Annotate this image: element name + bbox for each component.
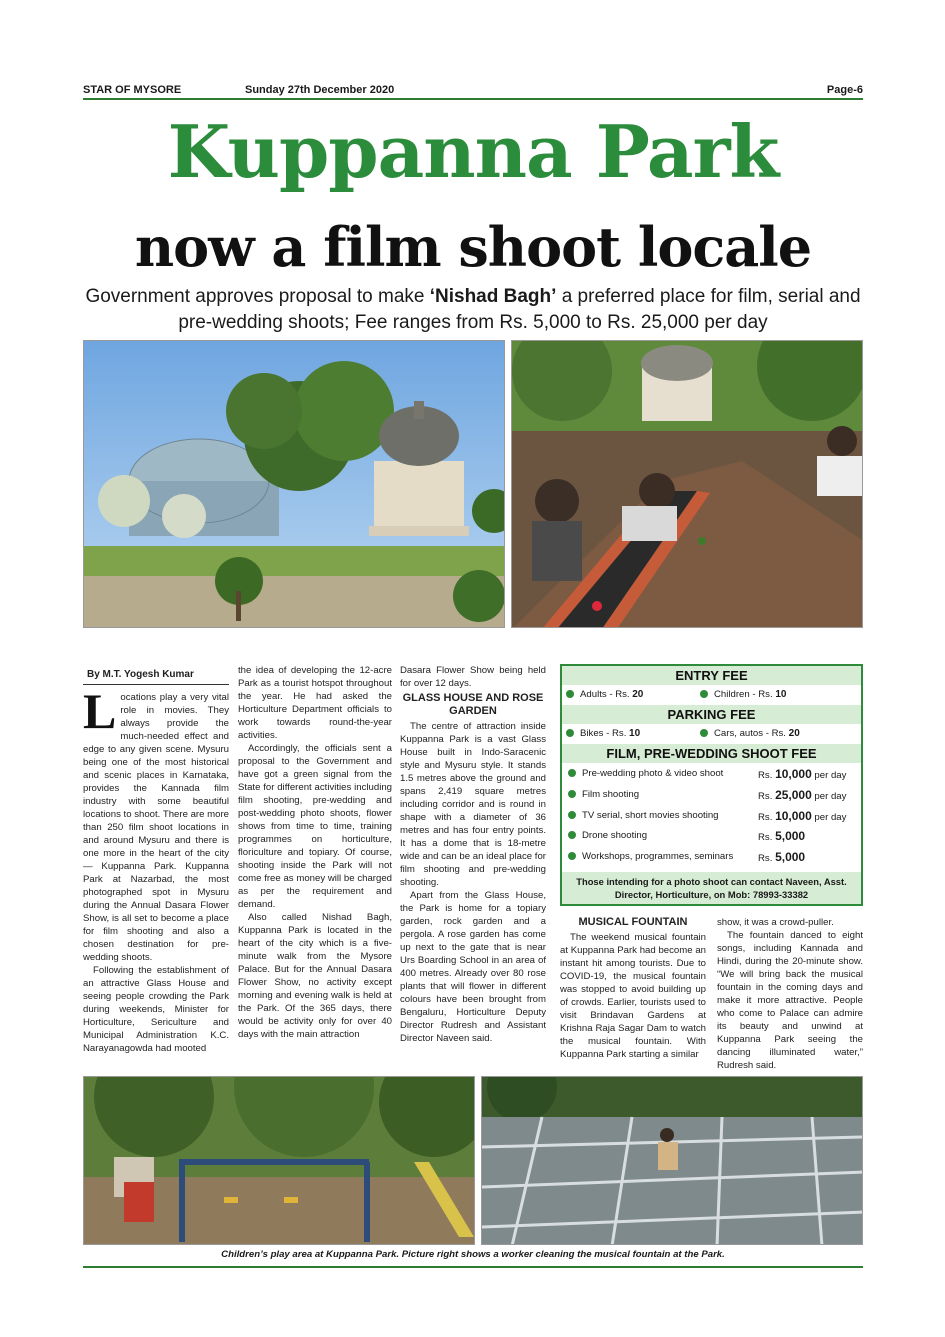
subdeck-text-1: Government approves proposal to make <box>85 286 430 307</box>
masthead <box>83 84 863 98</box>
subhead-glass-house: GLASS HOUSE AND ROSE GARDEN <box>402 692 544 717</box>
article-paragraph: The fountain danced to eight songs, including Kannada and Hindi, during the 20-minute show. “We will bring back the musical fountain in the coming days and make it more attractive. People who come to Palace can admire its beauty and unwind at Kuppanna Park seeing the dancing illuminated water,” Rudresh said. <box>717 930 863 1071</box>
shoot-item-name: Film shooting <box>582 788 640 800</box>
price-prefix: Rs. <box>758 790 776 802</box>
bullet-icon <box>700 729 708 737</box>
fee-label: Children - Rs. <box>714 689 776 700</box>
bullet-icon <box>700 690 708 698</box>
bottom-rule <box>83 1266 863 1268</box>
price-amount: 5,000 <box>775 829 806 844</box>
bullet-icon <box>568 831 576 839</box>
price-amount: 10,000 <box>775 767 812 781</box>
shoot-item-name: Workshops, programmes, seminars <box>582 851 734 863</box>
shoot-price <box>758 829 805 843</box>
article-column-5 <box>717 916 863 1072</box>
photo-play-area <box>83 1076 475 1245</box>
bullet-icon <box>568 769 576 777</box>
shoot-item-name: Drone shooting <box>582 830 648 842</box>
fee-label: Adults - Rs. <box>580 689 633 700</box>
fee-box <box>560 664 863 906</box>
article-paragraph: show, it was a crowd-puller. <box>717 917 834 928</box>
fee-children <box>700 689 786 700</box>
shoot-item-name: TV serial, short movies shooting <box>582 809 719 821</box>
price-suffix: per day <box>811 770 847 781</box>
subdeck-text-2: a preferred place for film, serial and pre-wedding shoots; Fee ranges from Rs. 5,000 to Rs. 25,000 per day <box>178 286 861 333</box>
shoot-fee-row <box>562 805 861 826</box>
fee-amount: 20 <box>788 728 800 739</box>
photo-glass-house <box>83 340 505 628</box>
shoot-price <box>758 788 846 802</box>
article-paragraph: the idea of developing the 12-acre Park as a tourist hotspot throughout the year. He had asked the Horticulture Department officials to work towards round-the-year activities. <box>238 665 392 741</box>
drop-cap: L <box>83 683 117 739</box>
shoot-price <box>758 767 846 781</box>
shoot-fee-row <box>562 846 861 867</box>
bullet-icon <box>566 690 574 698</box>
fee-adults <box>566 689 643 700</box>
shoot-item-name: Pre-wedding photo & video shoot <box>582 768 724 779</box>
shoot-fee-row <box>562 763 861 784</box>
price-prefix: Rs. <box>758 853 776 865</box>
shoot-item <box>568 851 733 862</box>
entry-fee-row <box>562 685 861 705</box>
photo-caption: Children’s play area at Kuppanna Park. Picture right shows a worker cleaning the musical fountain at the Park. <box>221 1249 725 1260</box>
parking-fee-title: PARKING FEE <box>562 705 861 724</box>
article-column-1 <box>83 668 229 1055</box>
publication-name: STAR OF MYSORE <box>83 84 182 96</box>
price-suffix: per day <box>811 790 847 802</box>
fee-amount: 10 <box>775 689 787 700</box>
shoot-item <box>568 830 647 841</box>
article-paragraph: Also called Nishad Bagh, Kuppanna Park is located in the heart of the city which is a five-minute walk from the Mysore Palace. But for the Annual Dasara Flower Show, no activity except morning and evening walk is held at the Park. Of the 365 days, there would be activity only for over 40 days with the main attraction <box>238 912 392 1040</box>
photo-gardeners <box>511 340 863 628</box>
shoot-item <box>568 810 719 821</box>
article-paragraph <box>83 683 229 964</box>
price-amount: 5,000 <box>775 850 806 865</box>
article-paragraph: Dasara Flower Show being held for over 12 days. <box>400 665 546 689</box>
price-prefix: Rs. <box>758 811 776 823</box>
price-prefix: Rs. <box>758 770 776 781</box>
byline: By M.T. Yogesh Kumar <box>83 668 229 685</box>
fee-amount: 20 <box>632 689 644 700</box>
price-amount: 25,000 <box>775 787 812 802</box>
page-number: Page-6 <box>826 84 863 96</box>
top-rule <box>83 98 863 100</box>
shoot-fee-row <box>562 825 861 846</box>
headline-secondary: now a film shoot locale <box>134 215 812 279</box>
article-paragraph: Accordingly, the officials sent a proposal to the Government and have got a green signal from the State for different activities including film shooting, pre-wedding and post-wedding photo shoots, flower shows from time to time, training programmes on horticulture, floriculture and topiary. Of course, shooting inside the Park will not come free as money will be charged as per the requirement and demand. <box>238 743 392 910</box>
subdeck <box>83 284 863 336</box>
fee-label: Bikes - Rs. <box>580 728 630 739</box>
fee-bikes <box>566 728 640 739</box>
shoot-price <box>758 850 805 864</box>
fee-amount: 10 <box>629 728 641 739</box>
parking-fee-row <box>562 724 861 744</box>
article-column-2 <box>238 664 392 1041</box>
price-suffix: per day <box>811 811 847 823</box>
article-paragraph: The centre of attraction inside Kuppanna Park is a vast Glass House built in Indo-Saracenic style and Mysuru style. It stands 1.5 metres above the ground and spans 2,419 square metres including corridor and is round in shape with a diameter of 36 metres and has four entry points. It has a dome that is 18-metre wide and can be an ideal place for film shooting and pre-wedding shooting. <box>400 721 546 888</box>
article-column-4 <box>560 914 706 1061</box>
article-paragraph: Following the establishment of an attractive Glass House and seeing people crowding the Park during weekends, Minister for Horticulture, Sericulture and Municipal Administration K.C. Narayanagowda had mooted <box>83 965 229 1054</box>
price-prefix: Rs. <box>758 832 776 844</box>
contact-note: Those intending for a photo shoot can contact Naveen, Asst. Director, Horticulture, on Mob: 78993-33382 <box>562 872 861 904</box>
shoot-item <box>568 789 639 800</box>
subdeck-bold: ‘Nishad Bagh’ <box>429 286 557 307</box>
shoot-fee-row <box>562 784 861 805</box>
headline-main: Kuppanna Park <box>167 109 779 194</box>
bullet-icon <box>568 790 576 798</box>
photo-musical-fountain <box>481 1076 863 1245</box>
fee-cars <box>700 728 800 739</box>
article-column-3 <box>400 664 546 1045</box>
article-paragraph: Apart from the Glass House, the Park is home for a topiary garden, rock garden and a pergola. A rose garden has come up next to the gate that is near Urs Boarding School in an area of 400 metres. Already over 80 rose plants that will flower in different colours have been brought from Bengaluru, Horticulture Deputy Director Rudresh and Assistant Director Naveen said. <box>400 890 546 1044</box>
bullet-icon <box>568 852 576 860</box>
price-amount: 10,000 <box>775 808 812 823</box>
bullet-icon <box>566 729 574 737</box>
fee-label: Cars, autos - Rs. <box>714 728 789 739</box>
bullet-icon <box>568 811 576 819</box>
entry-fee-title: ENTRY FEE <box>562 666 861 685</box>
article-paragraph: The weekend musical fountain at Kuppanna Park had become an instant hit among tourists. Due to COVID-19, the musical fountain was stopped to avoid building up of crowds. Earlier, tourists used to visit Brindavan Gardens at Krishna Raja Sagar Dam to watch the musical fountain. With Kuppanna Park starting a similar <box>560 932 706 1060</box>
shoot-fee-title: FILM, PRE-WEDDING SHOOT FEE <box>562 744 861 763</box>
issue-date: Sunday 27th December 2020 <box>245 84 395 96</box>
shoot-item <box>568 768 723 779</box>
paragraph-text: ocations play a very vital role in movies. They always provide the much-needed effect and edge to any given scene. Mysuru being one of the most historical and scenic places in Karnataka, provides the Kannada film industry with some beautiful locations to shoot. There are more than 250 film shoot locations in and around Mysuru and there is one more in the heart of the city — Kuppanna Park. Kuppanna Park at Nazarbad, the most photographed spot in Mysuru during the Annual Dasara Flower Show, is all set to become a place for film shooting and also a chosen destination for pre-wedding shoots. <box>83 692 229 963</box>
subhead-musical-fountain: MUSICAL FOUNTAIN <box>578 916 688 928</box>
shoot-price <box>758 809 846 823</box>
